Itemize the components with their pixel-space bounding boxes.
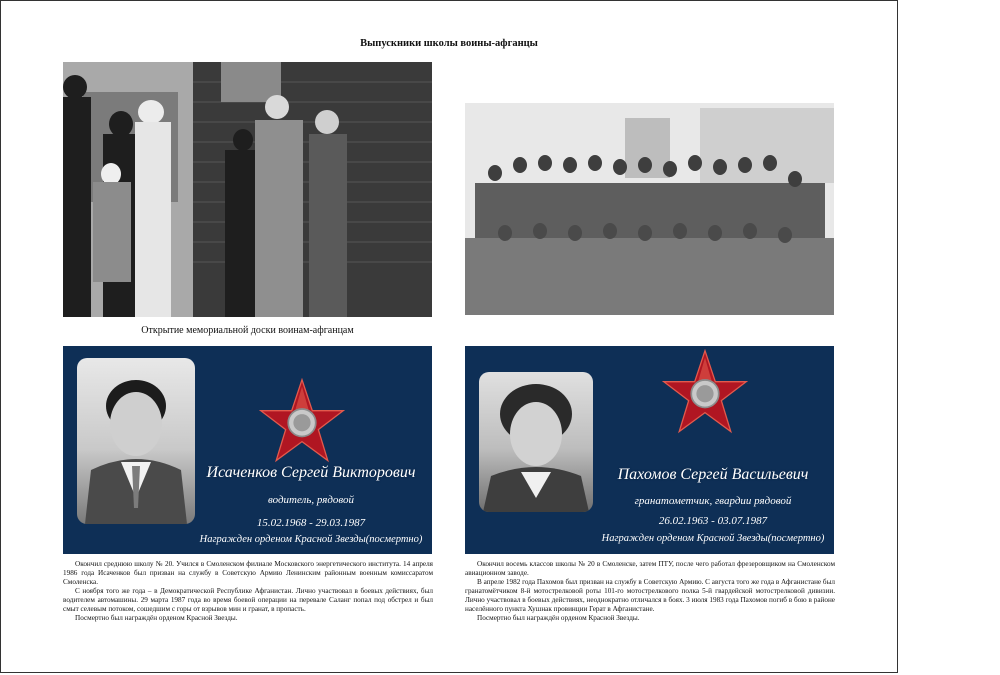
bio-paragraph: Окончил среднюю школу № 20. Учился в Смоленском филиале Московского энергетического института. 14 апреля 1986 года Исаченков был призван на службу в Советскую Армию Ленинским районным военным комиссаратом Смоленска. bbox=[63, 560, 433, 586]
bio-paragraph: Окончил восемь классов школы № 20 в Смоленске, затем ПТУ, после чего работал фрезеровщиком на Смоленском авиационном заводе. bbox=[465, 560, 835, 577]
photo-caption: Открытие мемориальной доски воинам-афганцам bbox=[141, 325, 354, 336]
biography-pakhomov bbox=[465, 560, 835, 623]
red-star-order-icon bbox=[259, 378, 345, 464]
portrait-photo bbox=[479, 372, 593, 512]
hero-name: Пахомов Сергей Васильевич bbox=[617, 466, 809, 483]
soldiers-group-photo-image bbox=[465, 103, 834, 315]
hero-dates: 26.02.1963 - 03.07.1987 bbox=[658, 515, 768, 527]
hero-role: гранатометчик, гвардии рядовой bbox=[634, 495, 792, 507]
bio-paragraph: Посмертно был награждён орденом Красной Звезды. bbox=[477, 614, 640, 622]
bio-paragraph: Посмертно был награждён орденом Красной Звезды. bbox=[75, 614, 238, 622]
hero-role: водитель, рядовой bbox=[267, 494, 355, 506]
soldiers-group-photo bbox=[465, 103, 834, 315]
hero-award: Награжден орденом Красной Звезды(посмертно) bbox=[199, 534, 423, 545]
bio-paragraph: С ноября того же года – в Демократической Республике Афганистан. Лично участвовал в боевых действиях, был водителем автомашины. 29 марта 1987 года во время боевой операции на перевале Саланг попал под обстрел и был смыт селевым потоком, сошедшим с горы от взрывов мин и гранат, в пропасть. bbox=[63, 587, 433, 613]
biography-isachenkov bbox=[63, 560, 433, 623]
page-title: Выпускники школы воины-афганцы bbox=[360, 38, 538, 49]
memorial-opening-photo bbox=[63, 62, 432, 317]
hero-card-isachenkov bbox=[63, 346, 432, 554]
hero-card-pakhomov bbox=[465, 346, 834, 554]
bio-paragraph: В апреле 1982 года Пахомов был призван на службу в Советскую Армию. С августа того же года в Афганистане был гранатомётчиком 8-й мотострелковой роты 101-го мотострелкового полка 5-й гвардейской мотострелковой дивизии. Лично участвовал в боевых действиях, неоднократно отличался в боях. 3 июля 1983 года Пахомов погиб в бою в районе населённого пункта Хушнак провинции Герат в Афганистане. bbox=[465, 578, 835, 613]
memorial-opening-photo-image bbox=[63, 62, 432, 317]
hero-dates: 15.02.1968 - 29.03.1987 bbox=[256, 517, 366, 529]
hero-award: Награжден орденом Красной Звезды(посмертно) bbox=[601, 533, 825, 544]
hero-name: Исаченков Сергей Викторович bbox=[206, 464, 416, 481]
red-star-order-icon bbox=[662, 349, 748, 435]
portrait-photo bbox=[77, 358, 195, 524]
